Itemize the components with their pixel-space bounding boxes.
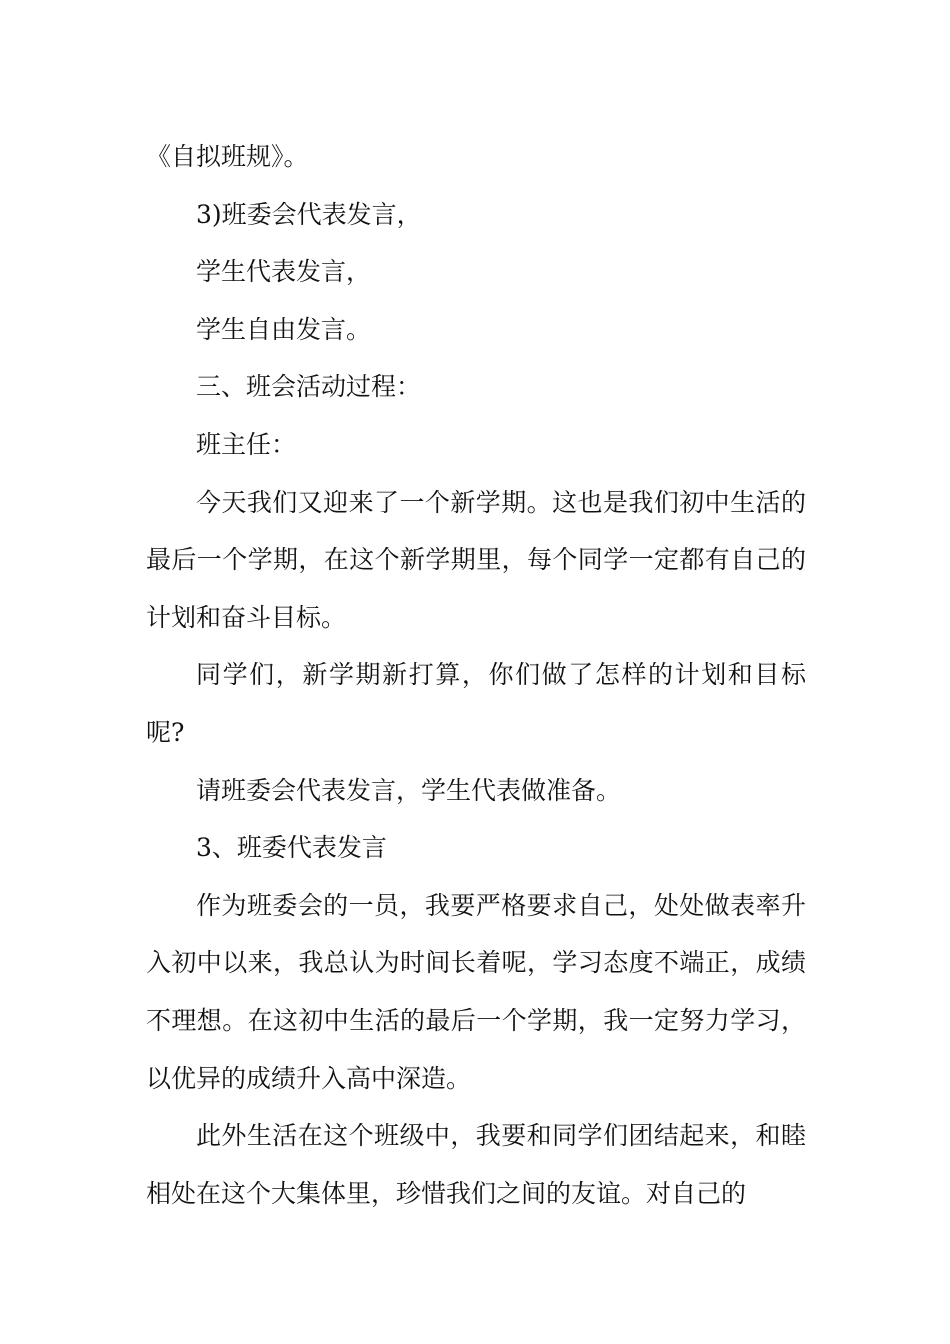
speaker-label: 班主任： [196, 429, 297, 459]
section-heading: 三、班会活动过程： [196, 372, 422, 402]
paragraph-12: 此外生活在这个班级中，我要和同学们团结起来，和睦相处在这个大集体里，珍惜我们之间的友谊。对自己的 [146, 1121, 806, 1208]
paragraph-4: 学生自由发言。 [196, 314, 372, 344]
paragraph-3: 学生代表发言， [196, 257, 372, 287]
paragraph-9: 请班委会代表发言，学生代表做准备。 [196, 775, 622, 805]
paragraph-8: 同学们，新学期新打算，你们做了怎样的计划和目标呢? [146, 660, 806, 747]
document-body [146, 128, 806, 1222]
paragraph-1: 《自拟班规》。 [146, 142, 309, 171]
paragraph-11: 作为班委会的一员，我要严格要求自己，处处做表率升入初中以来，我总认为时间长着呢，学习态度不端正，成绩不理想。在这初中生活的最后一个学期，我一定努力学习，以优异的成绩升入高中深造。 [146, 890, 806, 1093]
paragraph-7: 今天我们又迎来了一个新学期。这也是我们初中生活的最后一个学期，在这个新学期里，每个同学一定都有自己的计划和奋斗目标。 [146, 487, 806, 632]
subsection-heading: 3、班委代表发言 [196, 833, 387, 863]
paragraph-2: 3)班委会代表发言， [196, 199, 422, 229]
